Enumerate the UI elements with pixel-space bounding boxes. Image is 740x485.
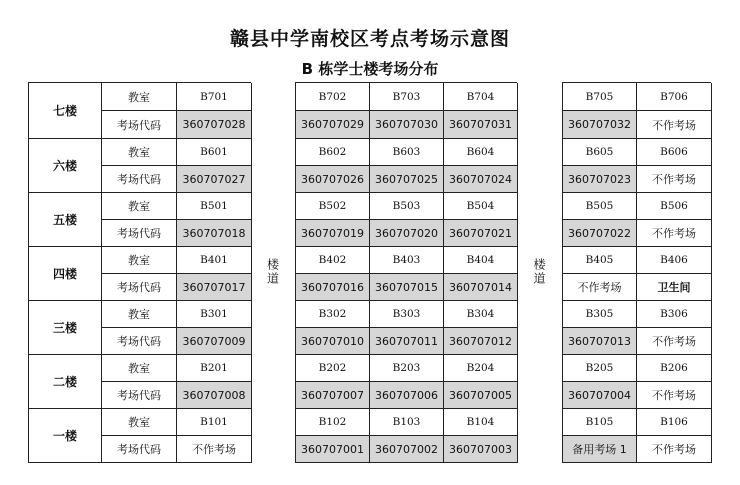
floor-label: 一楼 xyxy=(29,409,102,463)
room-number: B302 xyxy=(296,301,370,328)
code-row-label: 考场代码 xyxy=(102,274,177,301)
room-number: B704 xyxy=(444,83,518,111)
stairway-left: 楼道 xyxy=(265,258,280,286)
exam-code: 360707020 xyxy=(370,220,444,247)
room-number: B201 xyxy=(177,355,252,382)
code-row-label: 考场代码 xyxy=(102,220,177,247)
room-number: B501 xyxy=(177,193,252,220)
exam-code: 360707002 xyxy=(370,436,444,463)
room-number: B401 xyxy=(177,247,252,274)
room-number: B206 xyxy=(637,355,712,382)
exam-code: 360707015 xyxy=(370,274,444,301)
exam-code: 360707014 xyxy=(444,274,518,301)
stairway-right: 楼道 xyxy=(532,258,546,286)
room-number: B303 xyxy=(370,301,444,328)
room-number: B306 xyxy=(637,301,712,328)
exam-code: 360707031 xyxy=(444,111,518,139)
floor-label: 二楼 xyxy=(29,355,102,409)
room-number: B405 xyxy=(563,247,637,274)
code-row-label: 考场代码 xyxy=(102,328,177,355)
room-number: B103 xyxy=(370,409,444,436)
exam-code: 360707017 xyxy=(177,274,252,301)
middle-block xyxy=(295,82,517,463)
room-number: B203 xyxy=(370,355,444,382)
room-number: B402 xyxy=(296,247,370,274)
exam-room-grid xyxy=(28,82,711,462)
room-number: B102 xyxy=(296,409,370,436)
exam-code: 不作考场 xyxy=(637,382,712,409)
code-row-label: 考场代码 xyxy=(102,111,177,139)
room-number: B601 xyxy=(177,139,252,166)
exam-code: 360707023 xyxy=(563,166,637,193)
room-number: B702 xyxy=(296,83,370,111)
exam-code: 360707021 xyxy=(444,220,518,247)
room-row-label: 教室 xyxy=(102,193,177,220)
room-number: B703 xyxy=(370,83,444,111)
exam-code: 360707025 xyxy=(370,166,444,193)
page-title: 赣县中学南校区考点考场示意图 xyxy=(229,28,510,50)
exam-code: 不作考场 xyxy=(637,220,712,247)
exam-code: 360707027 xyxy=(177,166,252,193)
room-number: B503 xyxy=(370,193,444,220)
exam-code: 360707026 xyxy=(296,166,370,193)
room-number: B305 xyxy=(563,301,637,328)
room-number: B106 xyxy=(637,409,712,436)
room-number: B705 xyxy=(563,83,637,111)
exam-code: 360707032 xyxy=(563,111,637,139)
exam-code: 360707008 xyxy=(177,382,252,409)
room-number: B202 xyxy=(296,355,370,382)
exam-code: 360707007 xyxy=(296,382,370,409)
exam-code: 360707024 xyxy=(444,166,518,193)
exam-code: 360707006 xyxy=(370,382,444,409)
left-block xyxy=(28,82,251,463)
exam-code: 不作考场 xyxy=(637,436,712,463)
room-number: B506 xyxy=(637,193,712,220)
exam-code: 360707011 xyxy=(370,328,444,355)
exam-code: 360707019 xyxy=(296,220,370,247)
exam-code: 不作考场 xyxy=(177,436,252,463)
page-subtitle: B 栋学士楼考场分布 xyxy=(301,60,439,78)
room-number: B602 xyxy=(296,139,370,166)
exam-code: 360707012 xyxy=(444,328,518,355)
floor-label: 四楼 xyxy=(29,247,102,301)
exam-code: 360707018 xyxy=(177,220,252,247)
floor-label: 三楼 xyxy=(29,301,102,355)
room-number: B605 xyxy=(563,139,637,166)
room-number: B404 xyxy=(444,247,518,274)
room-number: B502 xyxy=(296,193,370,220)
room-number: B604 xyxy=(444,139,518,166)
room-number: B504 xyxy=(444,193,518,220)
exam-code: 360707013 xyxy=(563,328,637,355)
floor-label: 六楼 xyxy=(29,139,102,193)
exam-code: 备用考场 1 xyxy=(563,436,637,463)
room-row-label: 教室 xyxy=(102,139,177,166)
room-number: B505 xyxy=(563,193,637,220)
code-row-label: 考场代码 xyxy=(102,382,177,409)
exam-code: 360707029 xyxy=(296,111,370,139)
exam-code: 360707001 xyxy=(296,436,370,463)
exam-code: 360707005 xyxy=(444,382,518,409)
right-block xyxy=(562,82,711,463)
room-number: B403 xyxy=(370,247,444,274)
exam-code: 不作考场 xyxy=(637,166,712,193)
exam-code: 360707010 xyxy=(296,328,370,355)
room-number: B406 xyxy=(637,247,712,274)
exam-code: 360707003 xyxy=(444,436,518,463)
room-number: B205 xyxy=(563,355,637,382)
room-row-label: 教室 xyxy=(102,83,177,111)
room-row-label: 教室 xyxy=(102,409,177,436)
room-number: B606 xyxy=(637,139,712,166)
exam-code: 360707028 xyxy=(177,111,252,139)
exam-code: 360707016 xyxy=(296,274,370,301)
exam-code: 360707022 xyxy=(563,220,637,247)
room-number: B304 xyxy=(444,301,518,328)
exam-code: 不作考场 xyxy=(637,111,712,139)
room-number: B603 xyxy=(370,139,444,166)
room-row-label: 教室 xyxy=(102,247,177,274)
exam-code: 360707004 xyxy=(563,382,637,409)
floor-label: 五楼 xyxy=(29,193,102,247)
exam-code: 360707030 xyxy=(370,111,444,139)
room-number: B301 xyxy=(177,301,252,328)
exam-code: 360707009 xyxy=(177,328,252,355)
exam-code: 不作考场 xyxy=(637,328,712,355)
room-number: B101 xyxy=(177,409,252,436)
room-row-label: 教室 xyxy=(102,355,177,382)
room-number: B204 xyxy=(444,355,518,382)
code-row-label: 考场代码 xyxy=(102,166,177,193)
room-number: B104 xyxy=(444,409,518,436)
floor-label: 七楼 xyxy=(29,83,102,139)
room-number: B701 xyxy=(177,83,252,111)
exam-code: 卫生间 xyxy=(637,274,712,301)
room-number: B105 xyxy=(563,409,637,436)
room-number: B706 xyxy=(637,83,712,111)
exam-code: 不作考场 xyxy=(563,274,637,301)
room-row-label: 教室 xyxy=(102,301,177,328)
code-row-label: 考场代码 xyxy=(102,436,177,463)
